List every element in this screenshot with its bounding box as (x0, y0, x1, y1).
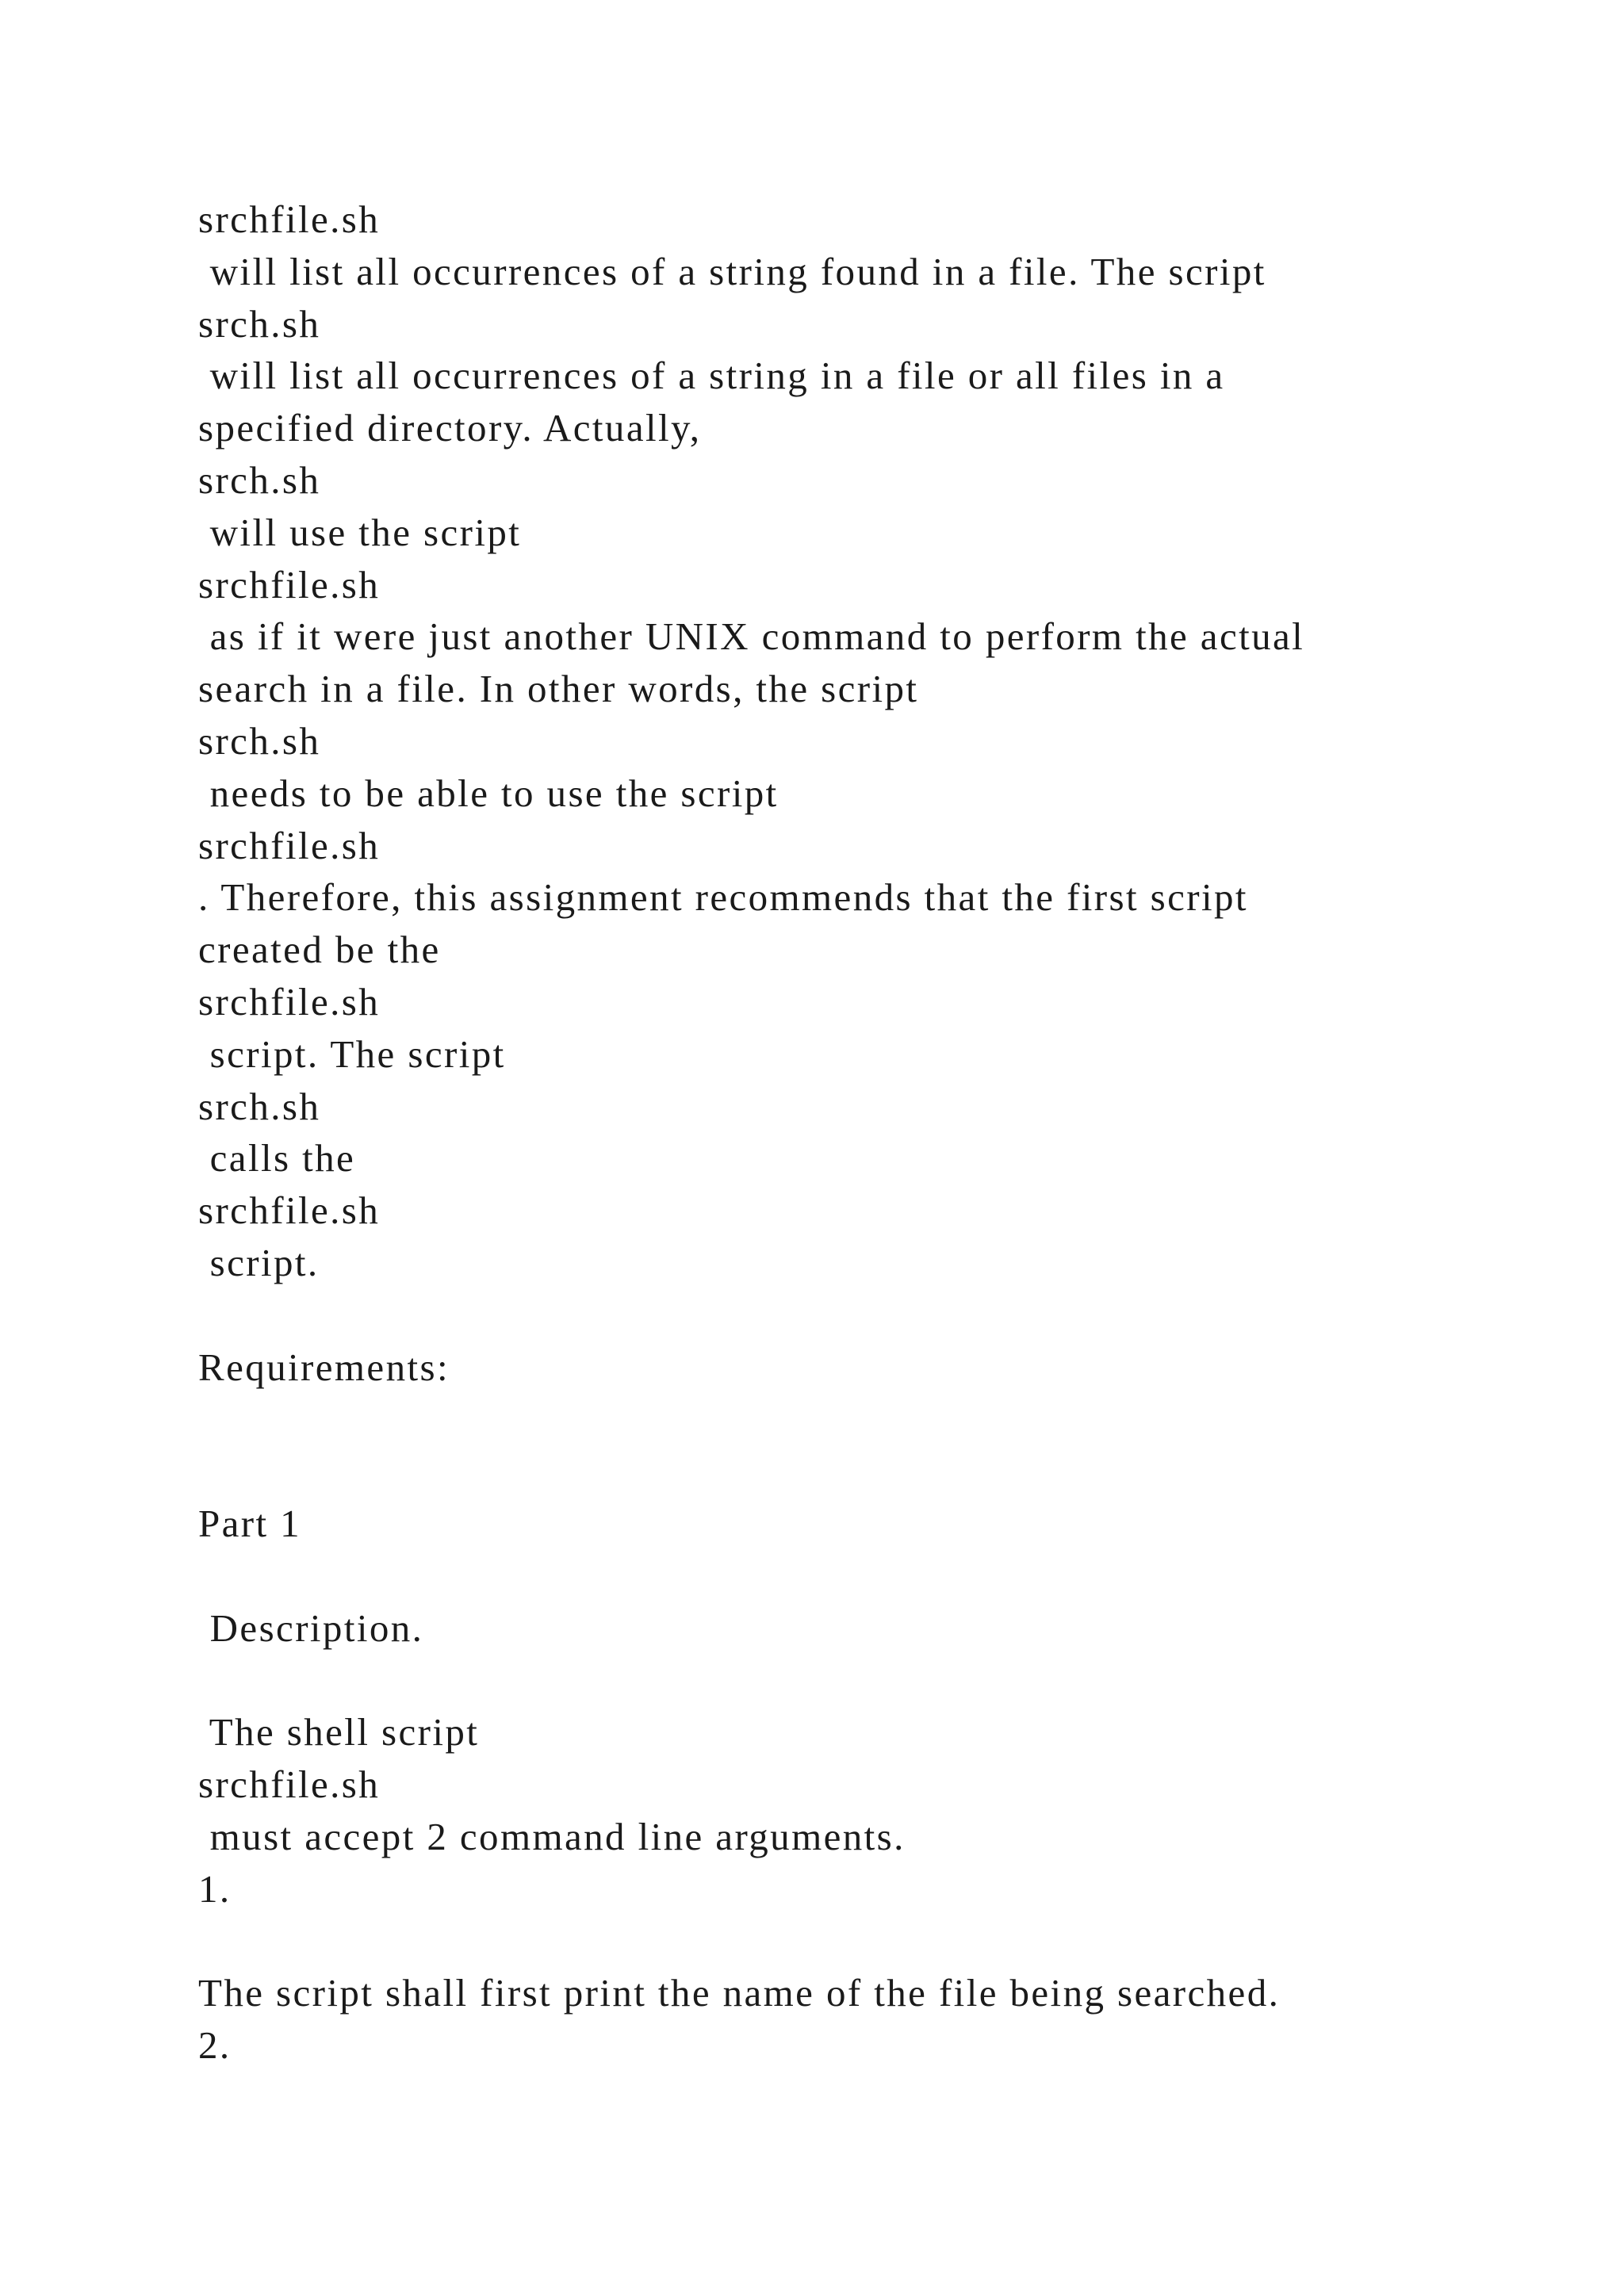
text-line: srch.sh (198, 718, 321, 763)
text-line: will list all occurrences of a string in a file or all files in a (198, 354, 1225, 398)
blank-line (198, 1393, 1546, 1445)
text-line: srchfile.sh (198, 979, 381, 1024)
blank-line (198, 1445, 1546, 1498)
text-line: will use the script (198, 510, 522, 554)
text-line: srchfile.sh (198, 1762, 381, 1806)
list-number: 1. (198, 1866, 232, 1911)
text-line: srchfile.sh (198, 562, 381, 607)
section-heading-part-1: Part 1 (198, 1501, 302, 1545)
blank-line (198, 1654, 1546, 1706)
blank-line (198, 1289, 1546, 1341)
text-line: script. The script (198, 1031, 506, 1076)
text-line: . Therefore, this assignment recommends that the first script (198, 875, 1248, 920)
text-line: calls the (198, 1136, 356, 1181)
text-line: created be the (198, 928, 441, 972)
text-line: srchfile.sh (198, 197, 381, 241)
text-line: as if it were just another UNIX command to perform the actual (198, 614, 1305, 659)
section-heading-requirements: Requirements: (198, 1345, 450, 1389)
text-line: srch.sh (198, 1084, 321, 1128)
blank-line (198, 1550, 1546, 1602)
list-number: 2. (198, 2022, 232, 2067)
subheading-description: Description. (198, 1605, 424, 1650)
text-line: specified directory. Actually, (198, 406, 702, 450)
text-line: must accept 2 command line arguments. (198, 1814, 906, 1858)
document-body (198, 193, 1546, 2072)
text-line: search in a file. In other words, the script (198, 667, 919, 711)
text-line: The shell script (198, 1710, 480, 1755)
text-line: srch.sh (198, 457, 321, 502)
text-line: srchfile.sh (198, 823, 381, 867)
text-line: srch.sh (198, 301, 321, 346)
blank-line (198, 1915, 1546, 1967)
text-line: needs to be able to use the script (198, 771, 779, 815)
text-line: will list all occurrences of a string found in a file. The script (198, 249, 1266, 293)
text-line: The script shall first print the name of the file being searched. (198, 1971, 1281, 2015)
text-line: srchfile.sh (198, 1188, 381, 1233)
text-line: script. (198, 1240, 320, 1284)
